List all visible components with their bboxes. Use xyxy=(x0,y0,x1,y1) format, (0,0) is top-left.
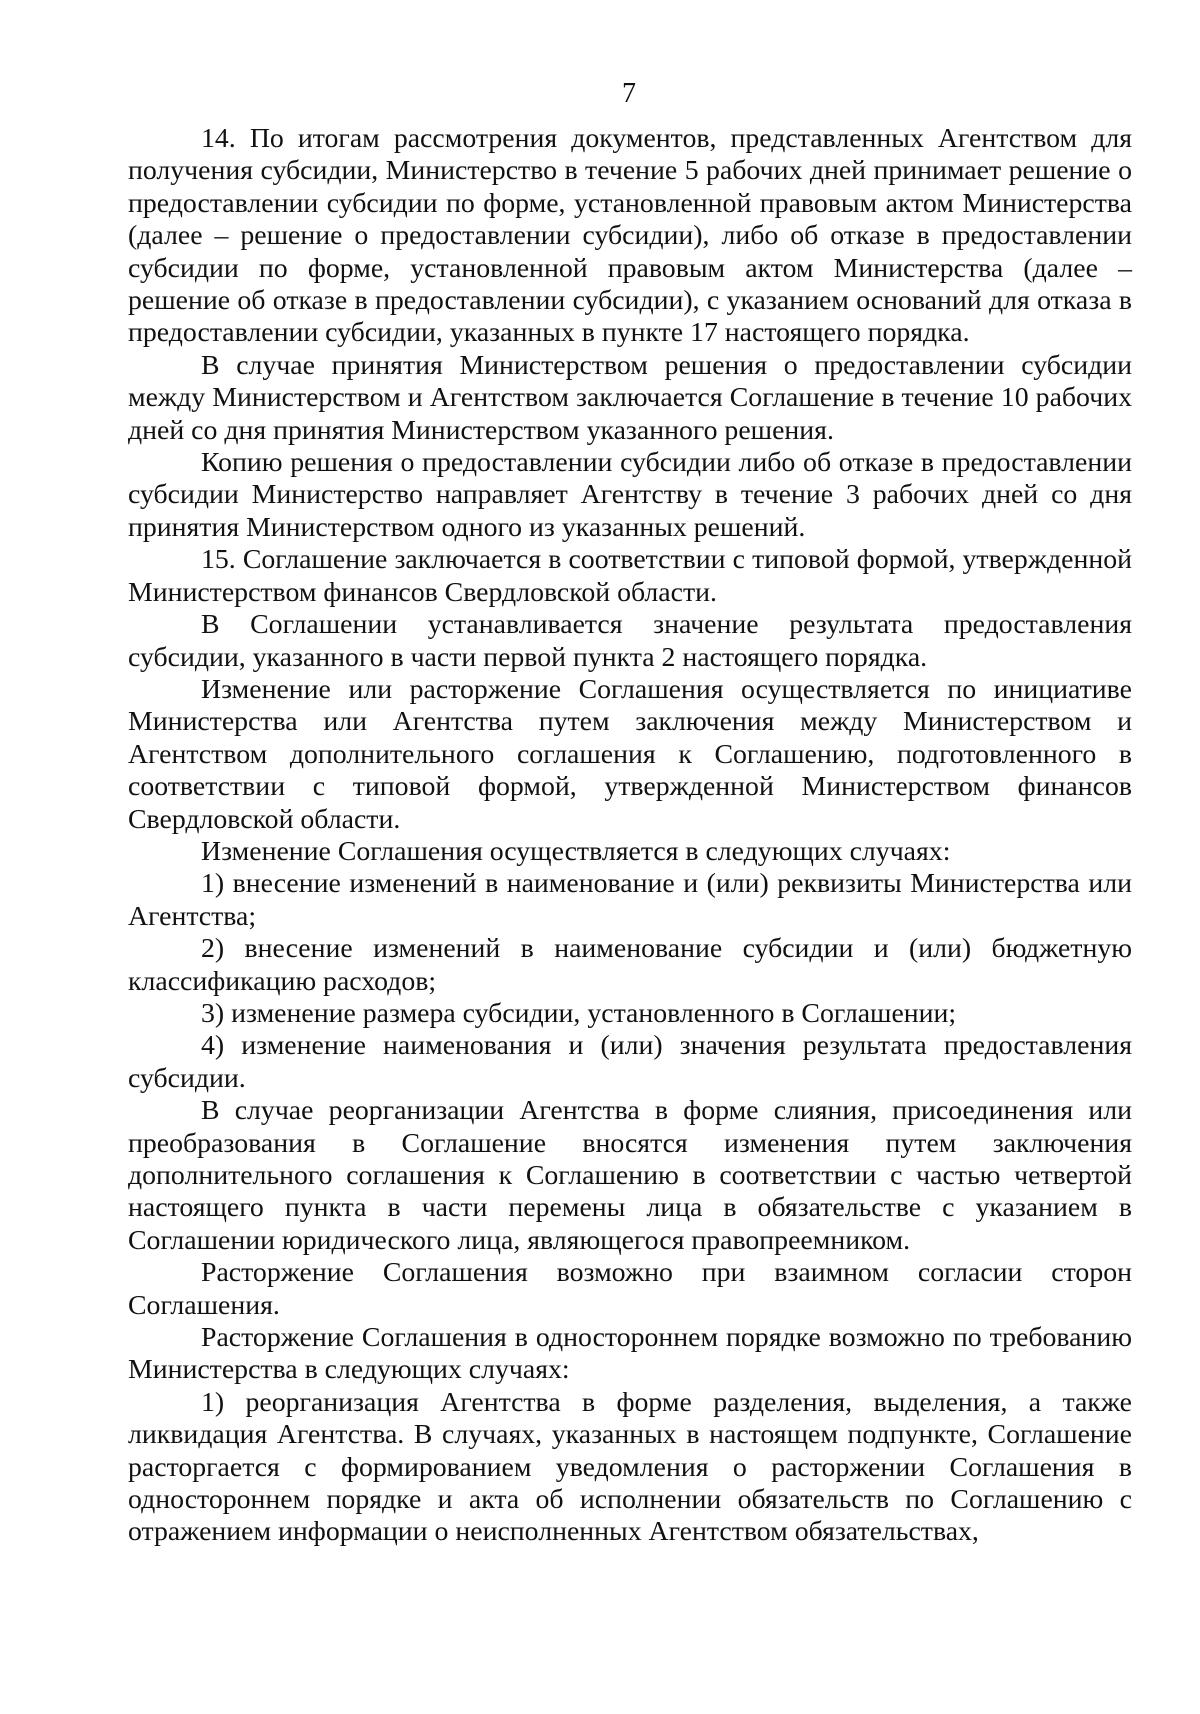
list-item-3-amount: 3) изменение размера субсидии, установленного в Соглашении; xyxy=(201,997,957,1029)
list-item-1-requisites: 1) внесение изменений в наименование и (или) реквизиты Министерства или Агентства; xyxy=(128,868,1132,932)
paragraph-result-value: В Соглашении устанавливается значение результата предоставления субсидии, указанного в части первой пункта 2 настоящего порядка. xyxy=(128,609,1132,673)
paragraph-mutual-termination: Расторжение Соглашения возможно при взаимном согласии сторон Соглашения. xyxy=(128,1257,1132,1321)
paragraph-change-cases: Изменение Соглашения осуществляется в следующих случаях: xyxy=(201,835,951,867)
paragraph-agreement-conclusion: В случае принятия Министерством решения о предоставлении субсидии между Министерством и Агентством заключается Соглашение в течение 10 рабочих дней со дня принятия Министерством указанного решения. xyxy=(128,349,1132,446)
paragraph-decision-copy: Копию решения о предоставлении субсидии либо об отказе в предоставлении субсидии Министерство направляет Агентству в течение 3 рабочих дней со дня принятия Министерством одного из указанных решений. xyxy=(128,447,1132,543)
paragraph-reorganization: В случае реорганизации Агентства в форме слияния, присоединения или преобразования в Соглашение вносятся изменения путем заключения дополнительного соглашения к Соглашению в соответствии с частью четвертой настоящего пункта в части перемены лица в обязательстве с указанием в Соглашении юридического лица, являющегося правопреемником. xyxy=(128,1095,1132,1256)
page-number: 7 xyxy=(622,78,636,109)
list-item-1-liquidation: 1) реорганизация Агентства в форме разделения, выделения, а также ликвидация Агентства. В случаях, указанных в настоящем подпункте, Соглашение расторгается с формированием уведомления о расторжении Соглашения в одностороннем порядке и акта об исполнении обязательств по Соглашению с отражением информации о неисполненных Агентством обязательствах, xyxy=(128,1386,1132,1548)
list-item-4-result: 4) изменение наименования и (или) значения результата предоставления субсидии. xyxy=(128,1030,1132,1094)
list-item-2-classification: 2) внесение изменений в наименование субсидии и (или) бюджетную классификацию расходов; xyxy=(128,933,1132,997)
document-body xyxy=(128,123,1132,1549)
paragraph-change-termination: Изменение или расторжение Соглашения осуществляется по инициативе Министерства или Агентства путем заключения между Министерством и Агентством дополнительного соглашения к Соглашению, подготовленного в соответствии с типовой формой, утвержденной Министерством финансов Свердловской области. xyxy=(128,673,1132,835)
paragraph-14-decision: 14. По итогам рассмотрения документов, представленных Агентством для получения субсидии, Министерство в течение 5 рабочих дней принимает решение о предоставлении субсидии по форме, установленной правовым актом Министерства (далее – решение о предоставлении субсидии), либо об отказе в предоставлении субсидии по форме, установленной правовым актом Министерства (далее – решение об отказе в предоставлении субсидии), с указанием оснований для отказа в предоставлении субсидии, указанных в пункте 17 настоящего порядка. xyxy=(128,123,1132,349)
paragraph-unilateral-termination: Расторжение Соглашения в одностороннем порядке возможно по требованию Министерства в следующих случаях: xyxy=(128,1322,1132,1386)
paragraph-15-agreement: 15. Соглашение заключается в соответствии с типовой формой, утвержденной Министерством финансов Свердловской области. xyxy=(128,544,1132,608)
